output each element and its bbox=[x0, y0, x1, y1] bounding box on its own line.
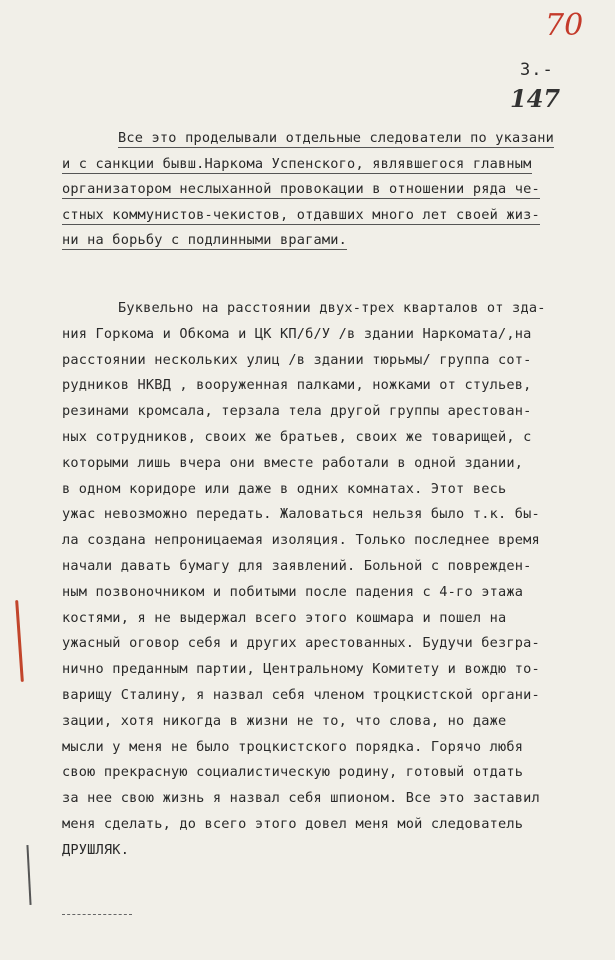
text-line: начали давать бумагу для заявлений. Больной с поврежден- bbox=[62, 558, 532, 574]
text-line: костями, я не выдержал всего этого кошмара и пошел на bbox=[62, 609, 507, 626]
text-line: стных коммунистов-чекистов, отдавших много лет своей жиз- bbox=[62, 206, 540, 223]
text-line: за нее свою жизнь я назвал себя шпионом. Все это заставил bbox=[62, 790, 540, 807]
handwritten-page-number: 70 bbox=[545, 8, 584, 43]
text-line: ных сотрудников, своих же братьев, своих же товарищей, с bbox=[62, 429, 532, 445]
underline-dash-mark bbox=[62, 914, 132, 915]
text-line: рудников НКВД , вооруженная палками, ножками от стульев, bbox=[62, 377, 532, 394]
text-line: Буквельно на расстоянии двух-трех кварталов от зда- bbox=[118, 300, 546, 316]
text-line: расстоянии нескольких улиц /в здании тюрьмы/ группа сот- bbox=[62, 351, 532, 368]
margin-red-pencil-mark bbox=[15, 600, 24, 682]
text-line: ным позвоночником и побитыми после падения с 4-го этажа bbox=[62, 583, 524, 600]
text-line: организатором неслыханной провокации в отношении ряда че- bbox=[62, 181, 540, 198]
text-line: зации, хотя никогда в жизни не то, что слова, но даже bbox=[62, 712, 507, 729]
text-line: ния Горкома и Обкома и ЦК КП/б/У /в здании Наркомата/,на bbox=[62, 325, 532, 342]
text-line: ужасный оговор себя и других арестованных. Будучи безгра- bbox=[62, 635, 540, 652]
text-line: варищу Сталину, я назвал себя членом троцкистской органи- bbox=[62, 687, 540, 703]
text-line: Все это проделывали отдельные следователи по указани bbox=[118, 130, 554, 146]
crossed-out-page-number: 147 bbox=[510, 84, 561, 113]
typed-page-number: 3.- bbox=[520, 60, 554, 80]
margin-pencil-mark bbox=[26, 845, 31, 905]
text-line: и с санкции бывш.Наркома Успенского, являвшегося главным bbox=[62, 155, 532, 172]
text-line: свою прекрасную социалистическую родину, готовый отдать bbox=[62, 764, 524, 781]
text-line: меня сделать, до всего этого довел меня мой следователь bbox=[62, 816, 524, 832]
text-line: ужас невозможно передать. Жаловаться нельзя было т.к. бы- bbox=[62, 506, 540, 523]
text-line: резинами кромсала, терзала тела другой группы арестован- bbox=[62, 403, 532, 420]
text-line: ни на борьбу с подлинными врагами. bbox=[62, 232, 348, 249]
text-line: ДРУШЛЯК. bbox=[62, 841, 130, 858]
text-line: мысли у меня не было троцкистского порядка. Горячо любя bbox=[62, 738, 524, 755]
text-line: в одном коридоре или даже в одних комнатах. Этот весь bbox=[62, 480, 507, 497]
text-line: которыми лишь вчера они вместе работали в одной здании, bbox=[62, 454, 524, 471]
text-line: нично преданным партии, Центральному Комитету и вождю то- bbox=[62, 661, 540, 678]
text-line: ла создана непроницаемая изоляция. Только последнее время bbox=[62, 532, 540, 549]
